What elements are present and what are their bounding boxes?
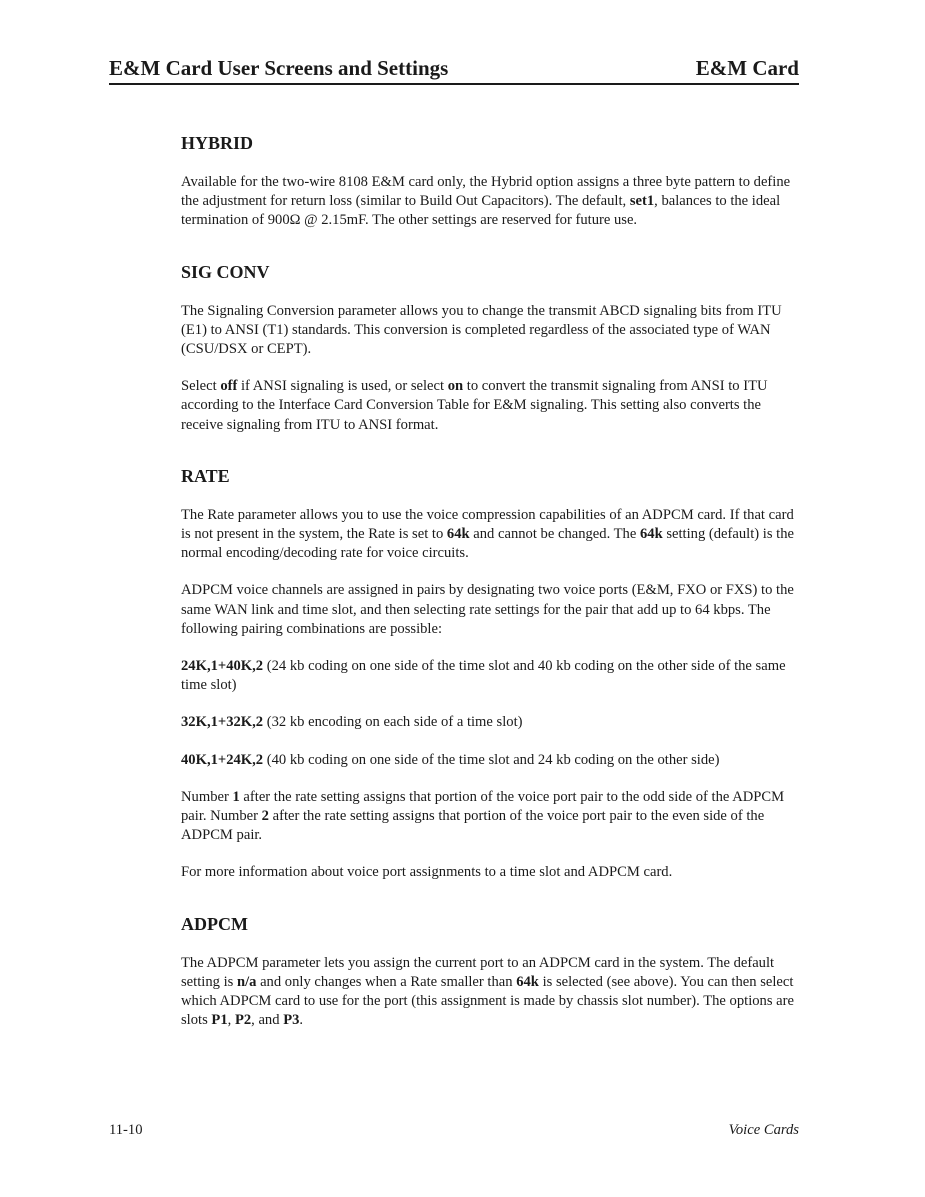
- paragraph: ADPCM voice channels are assigned in pairs by designating two voice ports (E&M, FXO or FXS) to the same WAN link and time slot, and then selecting rate settings for the pair that add up to 64 kbps. The following pairing combinations are possible:: [181, 582, 794, 637]
- header-chapter: E&M Card: [695, 56, 799, 80]
- page-number: 11-10: [109, 1122, 143, 1138]
- rate-combination: 40K,1+24K,2 (40 kb coding on one side of the time slot and 24 kb coding on the other side): [181, 751, 720, 768]
- paragraph: For more information about voice port assignments to a time slot and ADPCM card.: [181, 864, 673, 881]
- section-adpcm: [181, 913, 799, 1031]
- paragraph: The ADPCM parameter lets you assign the current port to an ADPCM card in the system. The default setting is n/a and only changes when a Rate smaller than 64k is selected (see above). You can then select which ADPCM card to use for the port (this assignment is made by chassis slot number). The options are slots P1, P2, and P3.: [181, 954, 794, 1029]
- page-header: [109, 56, 799, 85]
- paragraph: Select off if ANSI signaling is used, or select on to convert the transmit signaling from ANSI to ITU according to the Interface Card Conversion Table for E&M signaling. This setting also converts the receive signaling from ITU to ANSI format.: [181, 378, 768, 433]
- header-title: E&M Card User Screens and Settings: [109, 56, 449, 80]
- paragraph: Available for the two-wire 8108 E&M card only, the Hybrid option assigns a three byte pattern to define the adjustment for return loss (similar to Build Out Capacitors). The default, set1, balances to the ideal termination of 900Ω @ 2.15mF. The other settings are reserved for future use.: [181, 174, 791, 229]
- paragraph: The Rate parameter allows you to use the voice compression capabilities of an ADPCM card. If that card is not present in the system, the Rate is set to 64k and cannot be changed. The 64k setting (default) is the normal encoding/decoding rate for voice circuits.: [181, 506, 794, 562]
- page-content: [181, 132, 799, 1060]
- section-sig-conv: [181, 261, 799, 435]
- paragraph: The Signaling Conversion parameter allows you to change the transmit ABCD signaling bits from ITU (E1) to ANSI (T1) standards. This conversion is completed regardless of the associated type of WAN (CSU/DSX or CEPT).: [181, 302, 782, 358]
- paragraph: Number 1 after the rate setting assigns that portion of the voice port pair to the odd side of the ADPCM pair. Number 2 after the rate setting assigns that portion of the voice port pair to the even side of the ADPCM pair.: [181, 788, 785, 844]
- page-footer: [109, 1122, 799, 1139]
- section-title: HYBRID: [181, 133, 254, 153]
- rate-combination: 24K,1+40K,2 (24 kb coding on one side of the time slot and 40 kb coding on the other side of the same time slot): [181, 658, 786, 694]
- section-rate: [181, 465, 799, 883]
- section-hybrid: [181, 132, 799, 231]
- footer-chapter: Voice Cards: [728, 1122, 799, 1138]
- section-title: RATE: [181, 465, 230, 486]
- section-title: SIG CONV: [181, 261, 270, 282]
- rate-combination: 32K,1+32K,2 (32 kb encoding on each side of a time slot): [181, 714, 523, 731]
- section-title: ADPCM: [181, 913, 248, 934]
